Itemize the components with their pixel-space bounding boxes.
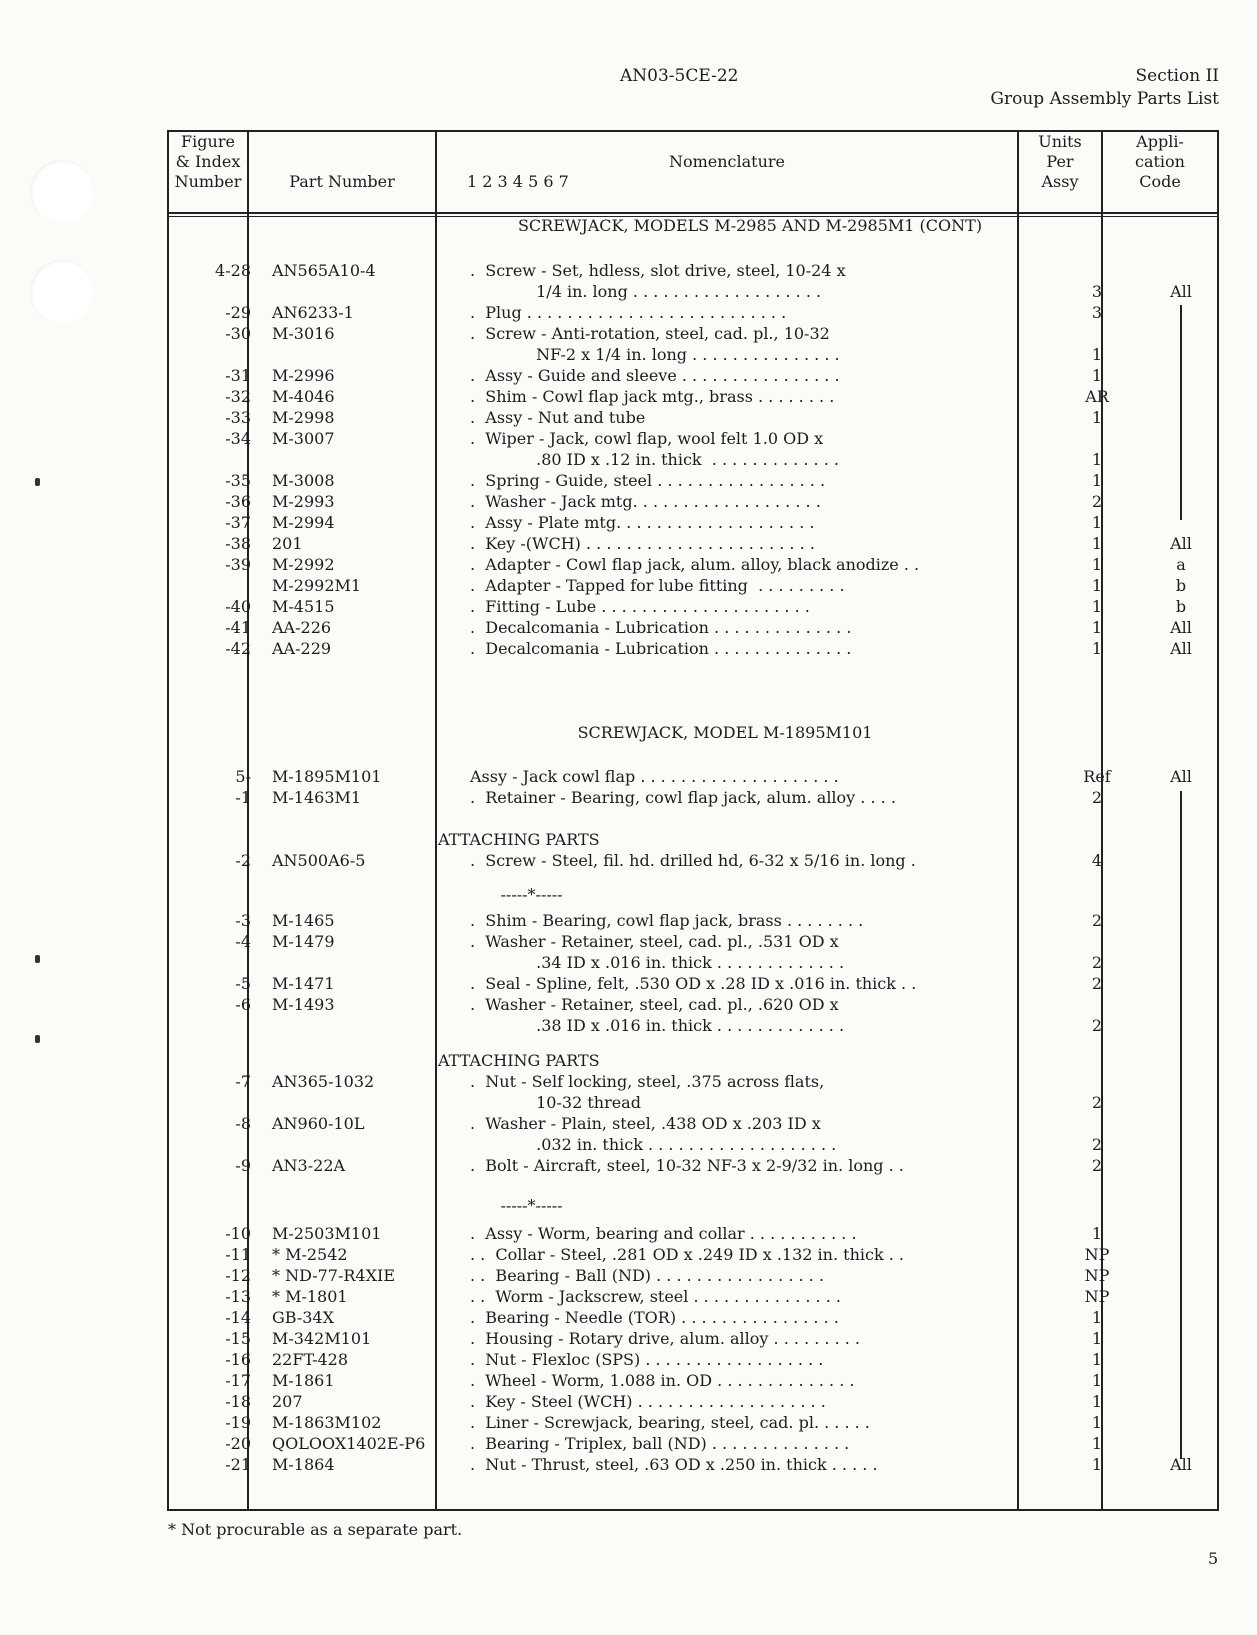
row-units: 1 [1091, 534, 1103, 553]
row-index: -42 [225, 639, 251, 658]
row-units: 1 [1091, 639, 1103, 658]
row-nomenclature: ATTACHING PARTS [438, 1051, 600, 1070]
row-index: -33 [225, 408, 251, 427]
row-application-code: b [1175, 597, 1187, 616]
row-part-number: AA-229 [272, 639, 332, 658]
row-units: 1 [1091, 366, 1103, 385]
row-nomenclature: . . Bearing - Ball (ND) . . . . . . . . . . . . . . . . . [470, 1266, 824, 1285]
row-part-number: 22FT-428 [272, 1350, 349, 1369]
row-units: 2 [1091, 974, 1103, 993]
application-range-line [1180, 305, 1182, 520]
row-nomenclature: . . Collar - Steel, .281 OD x .249 ID x .132 in. thick . . [470, 1245, 904, 1264]
row-units: 4 [1091, 851, 1103, 870]
row-nomenclature: .032 in. thick . . . . . . . . . . . . . . . . . . . [470, 1135, 837, 1154]
row-part-number: AN3-22A [272, 1156, 346, 1175]
row-part-number: M-2994 [272, 513, 335, 532]
col-head-line: Appli- [1136, 132, 1184, 151]
row-index: -4 [235, 932, 251, 951]
row-nomenclature: . Bearing - Needle (TOR) . . . . . . . . . . . . . . . . [470, 1308, 839, 1327]
row-part-number: * ND-77-R4XIE [272, 1266, 395, 1285]
col-head-indent-levels: 1 2 3 4 5 6 7 [467, 172, 569, 191]
row-nomenclature: ATTACHING PARTS [438, 830, 600, 849]
row-nomenclature: 10-32 thread [470, 1093, 641, 1112]
row-part-number: M-2998 [272, 408, 335, 427]
row-index: -14 [225, 1308, 251, 1327]
row-nomenclature: . Seal - Spline, felt, .530 OD x .28 ID x .016 in. thick . . [470, 974, 917, 993]
row-index: -17 [225, 1371, 251, 1390]
binder-hole-middle [30, 260, 94, 324]
row-part-number: M-1493 [272, 995, 335, 1014]
row-application-code: All [1170, 282, 1192, 301]
row-index: -10 [225, 1224, 251, 1243]
row-application-code: b [1175, 576, 1187, 595]
row-nomenclature: NF-2 x 1/4 in. long . . . . . . . . . . . . . . . [470, 345, 840, 364]
row-nomenclature: . Liner - Screwjack, bearing, steel, cad. pl. . . . . . [470, 1413, 870, 1432]
col-head-part-number: Part Number [289, 172, 395, 191]
row-part-number: M-3008 [272, 471, 335, 490]
row-part-number: AN960-10L [272, 1114, 365, 1133]
row-nomenclature: . Decalcomania - Lubrication . . . . . . . . . . . . . . [470, 618, 852, 637]
row-units: 1 [1091, 597, 1103, 616]
row-part-number: M-1895M101 [272, 767, 382, 786]
row-part-number: 201 [272, 534, 303, 553]
section-heading: SCREWJACK, MODELS M-2985 AND M-2985M1 (CONT) [517, 216, 983, 235]
row-units: 2 [1091, 953, 1103, 972]
row-nomenclature: . Screw - Anti-rotation, steel, cad. pl., 10-32 [470, 324, 830, 343]
row-index: -38 [225, 534, 251, 553]
row-index: -11 [225, 1245, 251, 1264]
row-index: -30 [225, 324, 251, 343]
row-units: NP [1084, 1266, 1110, 1285]
row-units: NP [1084, 1287, 1110, 1306]
row-units: 1 [1091, 576, 1103, 595]
row-part-number: M-2996 [272, 366, 335, 385]
row-index: -32 [225, 387, 251, 406]
row-units: 2 [1091, 1156, 1103, 1175]
row-index: -19 [225, 1413, 251, 1432]
row-nomenclature: . Plug . . . . . . . . . . . . . . . . . . . . . . . . . . [470, 303, 787, 322]
row-units: 1 [1091, 1392, 1103, 1411]
col-head-application [1103, 132, 1217, 192]
row-part-number: AN365-1032 [272, 1072, 375, 1091]
row-part-number: M-4046 [272, 387, 335, 406]
row-index: -35 [225, 471, 251, 490]
row-units: 1 [1091, 1434, 1103, 1453]
row-nomenclature: . Wheel - Worm, 1.088 in. OD . . . . . . . . . . . . . . [470, 1371, 855, 1390]
row-index: -3 [235, 911, 251, 930]
row-nomenclature: . Key -(WCH) . . . . . . . . . . . . . . . . . . . . . . . [470, 534, 815, 553]
row-units: 1 [1091, 555, 1103, 574]
row-index: -31 [225, 366, 251, 385]
row-units: 1 [1091, 1413, 1103, 1432]
row-nomenclature: . Screw - Steel, fil. hd. drilled hd, 6-32 x 5/16 in. long . [470, 851, 916, 870]
row-index: 4-28 [215, 261, 251, 280]
row-part-number: GB-34X [272, 1308, 334, 1327]
row-units: 1 [1091, 1224, 1103, 1243]
row-index: -29 [225, 303, 251, 322]
row-index: -5 [235, 974, 251, 993]
row-part-number: 207 [272, 1392, 303, 1411]
row-nomenclature: -----*----- [470, 1196, 563, 1215]
row-part-number: M-3007 [272, 429, 335, 448]
row-index: -18 [225, 1392, 251, 1411]
row-units: 2 [1091, 911, 1103, 930]
row-nomenclature: .80 ID x .12 in. thick . . . . . . . . . . . . . [470, 450, 839, 469]
row-application-code: All [1170, 767, 1192, 786]
row-units: 2 [1091, 788, 1103, 807]
margin-mark [35, 1035, 40, 1043]
row-part-number: M-2992M1 [272, 576, 362, 595]
col-head-line: Figure [181, 132, 235, 151]
row-part-number: M-1479 [272, 932, 335, 951]
col-head-nomenclature: Nomenclature [668, 152, 786, 171]
row-index: -15 [225, 1329, 251, 1348]
row-nomenclature: . Adapter - Tapped for lube fitting . . . . . . . . . [470, 576, 845, 595]
row-part-number: M-1463M1 [272, 788, 362, 807]
row-application-code: All [1170, 639, 1192, 658]
header-rule [169, 212, 1217, 214]
col-head-line: Number [174, 172, 242, 191]
row-part-number: QOLOOX1402E-P6 [272, 1434, 426, 1453]
row-units: 2 [1091, 492, 1103, 511]
row-part-number: AA-226 [272, 618, 332, 637]
row-units: 2 [1091, 1016, 1103, 1035]
row-nomenclature: . Spring - Guide, steel . . . . . . . . . . . . . . . . . [470, 471, 826, 490]
margin-mark [35, 955, 40, 963]
row-nomenclature: . Washer - Jack mtg. . . . . . . . . . . . . . . . . . . [470, 492, 821, 511]
row-index: -36 [225, 492, 251, 511]
row-nomenclature: . Key - Steel (WCH) . . . . . . . . . . . . . . . . . . . [470, 1392, 826, 1411]
row-index: 5- [235, 767, 251, 786]
row-application-code: All [1170, 618, 1192, 637]
row-part-number: M-4515 [272, 597, 335, 616]
row-units: 1 [1091, 450, 1103, 469]
row-index: -13 [225, 1287, 251, 1306]
row-part-number: M-1863M102 [272, 1413, 382, 1432]
row-nomenclature: . Shim - Cowl flap jack mtg., brass . . . . . . . . [470, 387, 835, 406]
row-part-number: M-1465 [272, 911, 335, 930]
row-nomenclature: . Decalcomania - Lubrication . . . . . . . . . . . . . . [470, 639, 852, 658]
row-part-number: M-1864 [272, 1455, 335, 1474]
row-units: 3 [1091, 303, 1103, 322]
row-part-number: M-3016 [272, 324, 335, 343]
row-index: -39 [225, 555, 251, 574]
margin-mark [35, 478, 40, 486]
row-nomenclature: . Housing - Rotary drive, alum. alloy . . . . . . . . . [470, 1329, 861, 1348]
row-units: 1 [1091, 513, 1103, 532]
row-part-number: * M-2542 [272, 1245, 348, 1264]
section-label: Section II [1135, 66, 1219, 86]
row-index: -37 [225, 513, 251, 532]
row-nomenclature: -----*----- [470, 885, 563, 904]
col-head-line: cation [1135, 152, 1185, 171]
row-part-number: M-342M101 [272, 1329, 372, 1348]
document-number: AN03-5CE-22 [620, 66, 739, 86]
footnote: * Not procurable as a separate part. [168, 1520, 463, 1539]
row-units: 1 [1091, 1350, 1103, 1369]
row-index: -16 [225, 1350, 251, 1369]
col-head-line: Code [1139, 172, 1181, 191]
row-units: 1 [1091, 1308, 1103, 1327]
column-divider [435, 132, 437, 1509]
col-head-figure [169, 132, 247, 192]
row-units: AR [1085, 387, 1109, 406]
application-range-line [1180, 791, 1182, 1459]
row-index: -1 [235, 788, 251, 807]
row-nomenclature: . Washer - Retainer, steel, cad. pl., .620 OD x [470, 995, 839, 1014]
row-nomenclature: . Bolt - Aircraft, steel, 10-32 NF-3 x 2-9/32 in. long . . [470, 1156, 904, 1175]
row-part-number: M-2503M101 [272, 1224, 382, 1243]
row-index: -40 [225, 597, 251, 616]
col-head-line: Assy [1041, 172, 1079, 191]
row-units: 1 [1091, 618, 1103, 637]
row-index: -12 [225, 1266, 251, 1285]
row-part-number: * M-1801 [272, 1287, 348, 1306]
row-units: 1 [1091, 1371, 1103, 1390]
row-nomenclature: .38 ID x .016 in. thick . . . . . . . . . . . . . [470, 1016, 845, 1035]
row-nomenclature: . Wiper - Jack, cowl flap, wool felt 1.0 OD x [470, 429, 824, 448]
row-nomenclature: . . Worm - Jackscrew, steel . . . . . . . . . . . . . . . [470, 1287, 841, 1306]
row-nomenclature: . Bearing - Triplex, ball (ND) . . . . . . . . . . . . . . [470, 1434, 850, 1453]
row-part-number: AN500A6-5 [272, 851, 366, 870]
row-nomenclature: . Retainer - Bearing, cowl flap jack, alum. alloy . . . . [470, 788, 896, 807]
row-index: -21 [225, 1455, 251, 1474]
row-units: 2 [1091, 1093, 1103, 1112]
section-heading: SCREWJACK, MODEL M-1895M101 [577, 723, 873, 742]
row-application-code: All [1170, 534, 1192, 553]
row-part-number: M-1471 [272, 974, 335, 993]
col-head-line: Units [1038, 132, 1082, 151]
row-units: 1 [1091, 471, 1103, 490]
row-application-code: a [1176, 555, 1186, 574]
row-index: -8 [235, 1114, 251, 1133]
row-application-code: All [1170, 1455, 1192, 1474]
col-head-line: & Index [175, 152, 241, 171]
row-nomenclature: . Washer - Retainer, steel, cad. pl., .531 OD x [470, 932, 839, 951]
row-nomenclature: . Assy - Guide and sleeve . . . . . . . . . . . . . . . . [470, 366, 840, 385]
row-index: -6 [235, 995, 251, 1014]
row-part-number: AN6233-1 [272, 303, 354, 322]
row-nomenclature: . Washer - Plain, steel, .438 OD x .203 ID x [470, 1114, 821, 1133]
section-title: Group Assembly Parts List [990, 89, 1219, 109]
row-part-number: AN565A10-4 [272, 261, 376, 280]
row-index: -34 [225, 429, 251, 448]
row-nomenclature: . Assy - Nut and tube [470, 408, 646, 427]
row-nomenclature: . Adapter - Cowl flap jack, alum. alloy, black anodize . . [470, 555, 920, 574]
row-index: -9 [235, 1156, 251, 1175]
row-units: 1 [1091, 408, 1103, 427]
row-nomenclature: . Shim - Bearing, cowl flap jack, brass . . . . . . . . [470, 911, 864, 930]
row-nomenclature: 1/4 in. long . . . . . . . . . . . . . . . . . . . [470, 282, 822, 301]
row-nomenclature: . Nut - Self locking, steel, .375 across flats, [470, 1072, 825, 1091]
page-number: 5 [1208, 1549, 1219, 1568]
row-part-number: M-2993 [272, 492, 335, 511]
row-units: 3 [1091, 282, 1103, 301]
row-nomenclature: Assy - Jack cowl flap . . . . . . . . . . . . . . . . . . . . [470, 767, 839, 786]
col-head-units [1019, 132, 1101, 192]
row-index: -41 [225, 618, 251, 637]
row-units: 1 [1091, 345, 1103, 364]
row-nomenclature: . Fitting - Lube . . . . . . . . . . . . . . . . . . . . . [470, 597, 810, 616]
row-index: -20 [225, 1434, 251, 1453]
row-part-number: M-2992 [272, 555, 335, 574]
row-index: -7 [235, 1072, 251, 1091]
row-nomenclature: . Nut - Thrust, steel, .63 OD x .250 in. thick . . . . . [470, 1455, 878, 1474]
row-part-number: M-1861 [272, 1371, 335, 1390]
row-nomenclature: . Assy - Worm, bearing and collar . . . . . . . . . . . [470, 1224, 857, 1243]
row-nomenclature: . Assy - Plate mtg. . . . . . . . . . . . . . . . . . . . [470, 513, 815, 532]
row-index: -2 [235, 851, 251, 870]
row-units: 1 [1091, 1329, 1103, 1348]
row-nomenclature: . Nut - Flexloc (SPS) . . . . . . . . . . . . . . . . . . [470, 1350, 824, 1369]
row-units: NP [1084, 1245, 1110, 1264]
row-nomenclature: . Screw - Set, hdless, slot drive, steel, 10-24 x [470, 261, 846, 280]
binder-hole-top [30, 160, 94, 224]
column-divider [1017, 132, 1019, 1509]
row-nomenclature: .34 ID x .016 in. thick . . . . . . . . . . . . . [470, 953, 845, 972]
col-head-line: Per [1046, 152, 1074, 171]
row-units: Ref [1083, 767, 1111, 786]
row-units: 2 [1091, 1135, 1103, 1154]
row-units: 1 [1091, 1455, 1103, 1474]
